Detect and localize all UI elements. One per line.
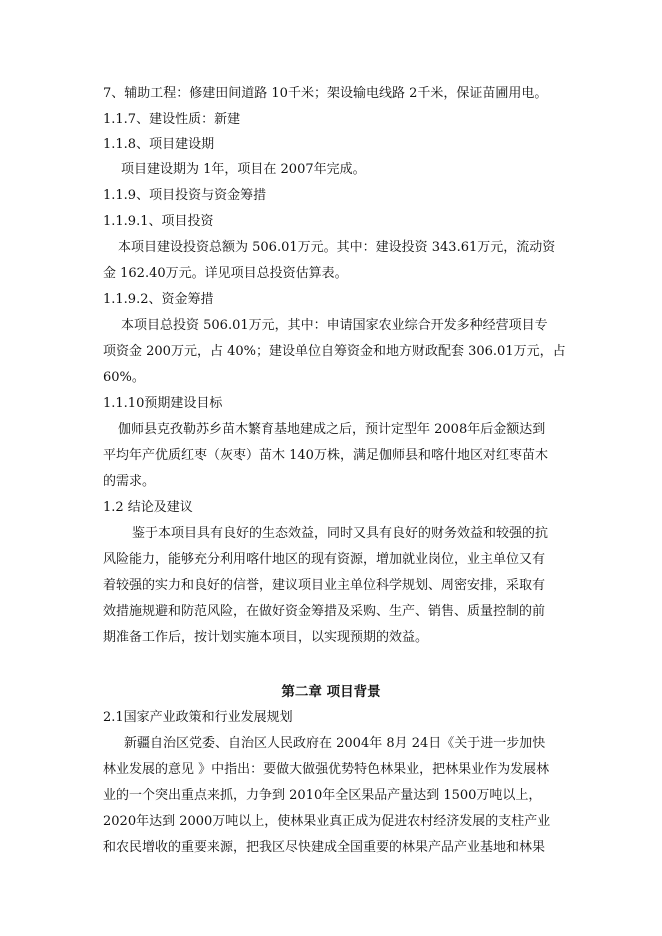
section-heading: 1.1.9、项目投资与资金筹措 [103,188,267,203]
text-line: 60%。 [103,370,145,385]
section-heading: 1.1.9.2、资金筹措 [103,292,214,307]
text-line: 着较强的实力和良好的信誉，建议项目业主单位科学规划、周密安排，采取有 [103,578,546,593]
text-line: 项资金 200万元，占 40%；建设单位自筹资金和地方财政配套 306.01万元，占 [103,344,566,359]
section-heading: 1.1.8、项目建设期 [103,137,215,152]
section-heading: 1.2 结论及建议 [103,500,193,515]
text-line: 本项目建设投资总额为 506.01万元。其中：建设投资 343.61万元，流动资 [118,240,556,255]
text-line: 新疆自治区党委、自治区人民政府在 2004年 8月 24日《关于进一步加快 [124,736,546,751]
text-line: 项目建设期为 1年，项目在 2007年完成。 [121,162,366,177]
text-line: 金 162.40万元。详见项目总投资估算表。 [103,266,348,281]
text-line: 的需求。 [103,474,156,489]
text-line: 风险能力，能够充分利用喀什地区的现有资源，增加就业岗位，业主单位又有 [103,552,546,567]
section-heading: 1.1.10预期建设目标 [103,396,223,411]
text-line: 平均年产优质红枣（灰枣）苗木 140万株，满足伽师县和喀什地区对红枣苗木 [103,448,548,463]
section-heading: 1.1.7、建设性质：新建 [103,112,241,127]
section-heading: 2.1国家产业政策和行业发展规划 [103,710,293,725]
text-line: 本项目总投资 506.01万元，其中：申请国家农业综合开发多种经营项目专 [121,318,548,333]
text-line: 期准备工作后，按计划实施本项目，以实现预期的效益。 [103,630,429,645]
text-line: 和农民增收的重要来源，把我区尽快建成全国重要的林果产品产业基地和林果 [103,840,546,855]
chapter-heading: 第二章 项目背景 [281,684,381,700]
text-line: 2020年达到 2000万吨以上，使林果业真正成为促进农村经济发展的支柱产业 [103,814,551,829]
text-line: 林业发展的意见 》中指出：要做大做强优势特色林果业，把林果业作为发展林 [103,762,550,777]
text-line: 效措施规避和防范风险，在做好资金筹措及采购、生产、销售、质量控制的前 [103,604,546,619]
text-line: 伽师县克孜勒苏乡苗木繁育基地建成之后，预计定型年 2008年后金额达到 [118,422,546,437]
text-line: 业的一个突出重点来抓，力争到 2010年全区果品产量达到 1500万吨以上， [103,788,542,803]
text-line: 7、辅助工程：修建田间道路 10千米；架设输电线路 2千米，保证苗圃用电。 [103,86,548,101]
section-heading: 1.1.9.1、项目投资 [103,214,214,229]
text-line: 鉴于本项目具有良好的生态效益，同时又具有良好的财务效益和较强的抗 [132,526,549,541]
